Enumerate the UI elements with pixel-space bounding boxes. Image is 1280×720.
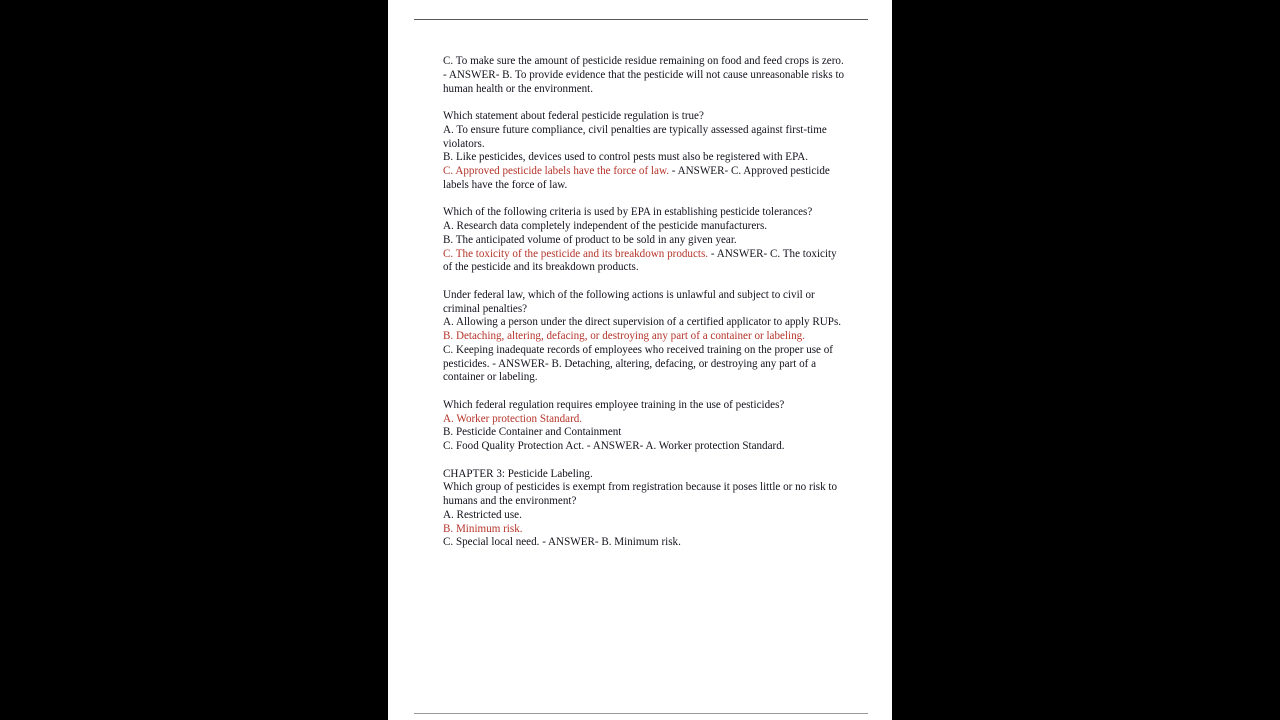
text-line	[443, 523, 846, 537]
text-block	[443, 110, 846, 193]
highlighted-answer-text: C. Approved pesticide labels have the force of law.	[443, 165, 670, 177]
highlighted-answer-text: B. Detaching, altering, defacing, or destroying any part of a container or labeling.	[443, 330, 805, 342]
text-line	[443, 468, 846, 482]
highlighted-answer-text: A. Worker protection Standard.	[443, 412, 583, 425]
body-text: B. The anticipated volume of product to be sold in any given year.	[443, 233, 737, 246]
body-text: C. Special local need. - ANSWER- B. Minimum risk.	[443, 536, 681, 549]
body-text: A. Research data completely independent of the pesticide manufacturers.	[443, 220, 768, 232]
text-block	[443, 399, 846, 454]
text-line	[443, 110, 846, 124]
text-line	[443, 399, 846, 413]
header-rule	[414, 19, 868, 20]
text-block	[443, 55, 846, 96]
text-block	[443, 289, 846, 385]
body-text: C. Food Quality Protection Act. - ANSWER- A. Worker protection Standard.	[443, 440, 785, 452]
text-line	[443, 55, 846, 96]
highlighted-answer-text: B. Minimum risk.	[443, 522, 523, 535]
body-text: Which federal regulation requires employee training in the use of pesticides?	[443, 398, 785, 411]
text-line	[443, 330, 846, 344]
body-text: C. Keeping inadequate records of employees who received training on the proper use of pesticides. - ANSWER- B. Detaching, altering, defacing, or destroying any part of a container or labeling.	[443, 343, 833, 384]
body-text: Which group of pesticides is exempt from registration because it poses little or no risk to humans and the environment?	[443, 481, 838, 507]
text-line	[443, 289, 846, 317]
text-block	[443, 468, 846, 551]
text-line	[443, 124, 846, 152]
body-text: - ANSWER- C. Approved pesticide labels have the force of law.	[443, 165, 830, 191]
text-line	[443, 413, 846, 427]
text-line	[443, 151, 846, 165]
body-text: CHAPTER 3: Pesticide Labeling.	[443, 467, 593, 480]
text-line	[443, 536, 846, 550]
body-text: Which of the following criteria is used by EPA in establishing pesticide tolerances?	[443, 206, 813, 219]
text-line	[443, 234, 846, 248]
text-line	[443, 509, 846, 523]
footer-rule	[414, 713, 868, 714]
body-text: A. To ensure future compliance, civil penalties are typically assessed against first-time violators.	[443, 123, 827, 150]
document-page	[388, 0, 892, 720]
text-line	[443, 426, 846, 440]
text-line	[443, 248, 846, 276]
text-line	[443, 344, 846, 385]
highlighted-answer-text: C. The toxicity of the pesticide and its breakdown products.	[443, 247, 709, 260]
body-text: B. Like pesticides, devices used to control pests must also be registered with EPA.	[443, 151, 809, 164]
text-line	[443, 316, 846, 330]
text-line	[443, 165, 846, 193]
body-text: Which statement about federal pesticide regulation is true?	[443, 110, 704, 122]
text-block	[443, 206, 846, 275]
text-line	[443, 481, 846, 509]
body-text: C. To make sure the amount of pesticide residue remaining on food and feed crops is zero. - ANSWER- B. To provide evidence that the pesticide will not cause unreasonable risks to human health or the environment.	[443, 55, 845, 95]
body-text: - ANSWER- C. The toxicity of the pesticide and its breakdown products.	[443, 247, 837, 274]
text-line	[443, 206, 846, 220]
text-line	[443, 440, 846, 454]
body-text: Under federal law, which of the following actions is unlawful and subject to civil or criminal penalties?	[443, 288, 815, 315]
body-text: A. Allowing a person under the direct supervision of a certified applicator to apply RUPs.	[443, 316, 842, 329]
body-text: B. Pesticide Container and Containment	[443, 426, 622, 439]
text-line	[443, 220, 846, 234]
document-body-text	[443, 55, 846, 550]
body-text: A. Restricted use.	[443, 508, 522, 521]
